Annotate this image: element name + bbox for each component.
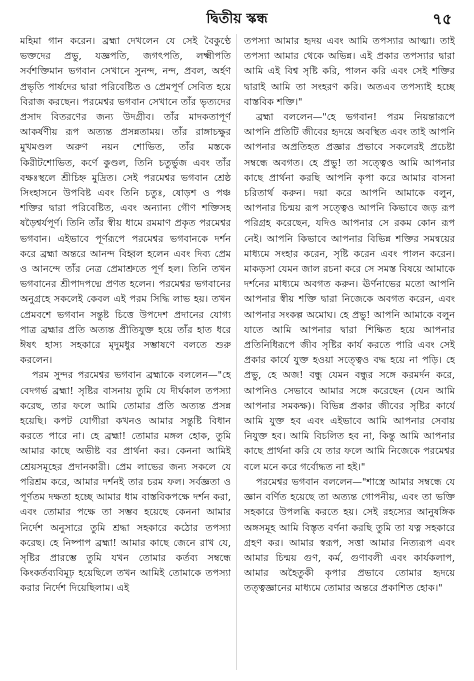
paragraph: মহিমা গান করেন। ব্রহ্মা দেখলেন যে সেই বৈকুণ্ঠে ভক্তদের প্রভু, যজ্ঞপতি, জগৎপতি, লক্ষ্মীপতি সর্বশক্তিমান ভগবান সেখানে সুনন্দ, নন্দ, প্রবল, অর্হণ প্রভৃতি পার্ষদের দ্বারা পরিবেষ্টিত ও প্রেমপূর্ণ সেবিত হয়ে বিরাজ করছেন। পরমেশ্বর ভগবান সেখানে তাঁর ভৃত্যদের প্রসাদ বিতরণের জন্য উদগ্রীব। তাঁর মাদকতাপূর্ণ আকর্ষণীয় রূপ অত্যন্ত প্রসন্নতাময়। তাঁর রাঙ্গাচক্ষুর মুখমণ্ডল অরুণ নয়ন শোভিত, তাঁর মস্তকে কিরীটশোভিত, কর্ণে কুণ্ডল, তিনি চতুর্ভুজ এবং তাঁর বক্ষঃস্থলে শ্রীচিহ্ন মুদ্রিত। সেই পরমেশ্বর ভগবান শ্রেষ্ঠ সিংহাসনে উপবিষ্ট এবং তিনি চতুঃ, ষোড়শ ও পঞ্চ শক্তির দ্বারা পরিবেষ্টিত, এবং অন্যান্য গৌণ শক্তিসহ ষড়ৈশ্বর্যপূর্ণ। তিনি তাঁর স্বীয় ধামে রমমাণ প্রকৃত পরমেশ্বর ভগবান। এইভাবে পূর্ণরূপে পরমেশ্বর ভগবানকে দর্শন করে ব্রহ্মা অন্তরে আনন্দ বিহ্বল হলেন এবং দিব্য প্রেম ও আনন্দে তাঁর নেত্র প্রেমাশ্রুতে পূর্ণ হল। তিনি তখন ভগবানের শ্রীপাদপদ্মে প্রণত হলেন। পরমেশ্বর ভগবানের অনুগ্রহে সকলেই কেবল এই পরম সিদ্ধি লাভ হয়। তখন প্রেমবশে ভগবান সন্তুষ্ট চিত্তে উপদেশ প্রদানের যোগ্য পাত্র ব্রহ্মার প্রতি অত্যন্ত প্রীতিযুক্ত হয়ে তাঁর হাত ধরে ঈষৎ হাস্য সহকারে মৃদুমধুর সম্ভাষণে বলতে শুরু করলেন। — [20, 36, 231, 367]
paragraph: ব্রহ্মা বললেন—"হে ভগবান! পরম নিয়ন্তারূপে আপনি প্রতিটি জীবের হৃদয়ে অবস্থিত এবং তাই আপনি আপনার অপ্রতিহত প্রজ্ঞার প্রভাবে সকলেরই প্রচেষ্টা সম্বন্ধে অবগত। হে প্রভু! তা সত্ত্বেও আমি আপনার কাছে প্রার্থনা করছি আপনি কৃপা করে আমার বাসনা চরিতার্থ করুন। দয়া করে আপনি আমাকে বলুন, আপনার চিন্ময় রূপ সত্ত্বেও আপনি কিভাবে জড় রূপ পরিগ্রহ করেছেন, যদিও আপনার সে রকম কোন রূপ নেই। আপনি কিভাবে আপনার বিভিন্ন শক্তির সমন্বয়ের মাধ্যমে সংহার করেন, সৃষ্টি করেন এবং পালন করেন। মাকড়সা যেমন জাল রচনা করে সে সমস্ত বিষয়ে আমাকে দর্শনের মাধ্যমে অবগত করুন। ঊর্ণনাভের মতো আপনি আপনার স্বীয় শক্তি দ্বারা নিজেকে অবগত করেন, এবং আপনার সংকল্প অমোঘ। হে প্রভু! আপনি আমাকে বলুন যাতে আমি আপনার দ্বারা শিক্ষিত হয়ে আপনার প্রতিনিধিরূপে জীব সৃষ্টির কার্য করতে পারি এবং সেই প্রকার কার্যে যুক্ত হওয়া সত্ত্বেও বদ্ধ হয়ে না পড়ি। হে প্রভু, হে অজ! বন্ধু যেমন বন্ধুর সঙ্গে করমর্দন করে, আপনিও সেভাবে আমার সঙ্গে করেছেন (যেন আমি আপনার সমকক্ষ)। বিভিন্ন প্রকার জীবের সৃষ্টির কার্যে আমি যুক্ত হব এবং এইভাবে আমি আপনার সেবায় নিযুক্ত হব। আমি বিচলিত হব না, কিন্তু আমি আপনার কাছে প্রার্থনা করি যে তার ফলে আমি নিজেকে পরমেশ্বর বলে মনে করে গর্বোদ্ধত না হই।" — [244, 112, 455, 473]
column-divider — [236, 34, 237, 670]
page-number: ৭৫ — [432, 10, 452, 28]
paragraph: পরমেশ্বর ভগবান বললেন—"শাস্ত্রে আমার সম্বন্ধে যে জ্ঞান বর্ণিত হয়েছে তা অত্যন্ত গোপনীয়, এবং তা ভক্তি সহকারে উপলব্ধি করতে হয়। সেই রহস্যের আনুষঙ্গিক অঙ্গসমূহ আমি বিস্তৃত বর্ণনা করছি তুমি তা যত্ন সহকারে গ্রহণ কর। আমার স্বরূপ, সত্তা আমার নিত্যরূপ এবং আমার চিন্ময় গুণ, কর্ম, গুণাবলী এবং কার্যকলাপ, আমার অহৈতুকী কৃপার প্রভাবে তোমার হৃদয়ে তত্ত্বজ্ঞানের মাধ্যমে তোমার অন্তরে প্রকাশিত হোক।" — [244, 476, 455, 595]
running-title: দ্বিতীয় স্কন্ধ — [206, 11, 268, 27]
paragraph: পরম সুন্দর পরমেশ্বর ভগবান ব্রহ্মাকে বললেন—"হে বেদগর্ভ ব্রহ্মা! সৃষ্টির বাসনায় তুমি যে দীর্ঘকাল তপস্যা করেছ, তার ফলে আমি তোমার প্রতি অত্যন্ত প্রসন্ন হয়েছি। কপট যোগীরা কখনও আমার সন্তুষ্টি বিধান করতে পারে না। হে ব্রহ্মা! তোমার মঙ্গল হোক, তুমি আমার কাছে অভীষ্ট বর প্রার্থনা কর। কেননা আমিই শ্রেয়সমূহের প্রদানকারী। প্রেম লাভের জন্য সকলে যে পরিশ্রম করে, আমার দর্শনই তার চরম ফল। সর্বজ্ঞতা ও পূর্ণতম দক্ষতা হচ্ছে আমার ধাম বাস্তবিকপক্ষে দর্শন করা, এবং তোমার পক্ষে তা সম্ভব হয়েছে কেননা আমার নির্দেশ অনুসারে তুমি শ্রদ্ধা সহকারে কঠোর তপস্যা করেছ। হে নিষ্পাপ ব্রহ্মা! আমার কাছে জেনে রাখ যে, সৃষ্টির প্রারম্ভে তুমি যখন তোমার কর্তব্য সম্বন্ধে কিংকর্তব্যবিমূঢ় হয়েছিলে তখন আমিই তোমাকে তপস্যা করার নির্দেশ দিয়েছিলাম। এই — [20, 370, 231, 595]
page-header — [0, 8, 474, 30]
paragraph: তপস্যা আমার হৃদয় এবং আমি তপস্যার আত্মা। তাই তপস্যা আমার থেকে অভিন্ন। এই প্রকার তপস্যার দ্বারা আমি এই বিশ্ব সৃষ্টি করি, পালন করি এবং সেই শক্তির দ্বারাই আমি তা সংহরণ করি। অতএব তপস্যাই হচ্ছে বাস্তবিক শক্তি।" — [244, 36, 455, 108]
right-text-column — [244, 34, 455, 674]
left-text-column — [20, 34, 231, 674]
